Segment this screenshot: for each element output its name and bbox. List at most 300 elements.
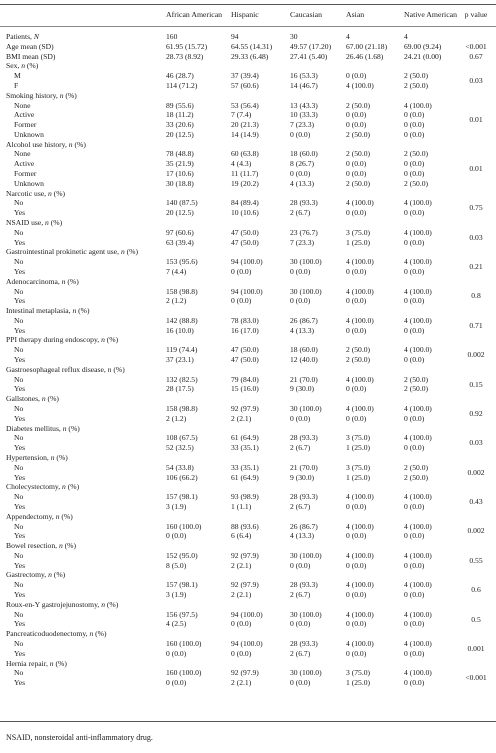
table-cell: 78 (83.0) [231, 315, 259, 325]
row-sublabel: Yes [14, 384, 26, 394]
table-cell: 0 (0.0) [346, 159, 367, 169]
table-cell: 3 (75.0) [346, 668, 371, 678]
table-cell: 29.33 (6.48) [231, 51, 269, 61]
row-label: Appendectomy, n (%) [6, 511, 73, 521]
table-cell: 2 (6.7) [290, 648, 311, 658]
table-cell: 0 (0.0) [346, 413, 367, 423]
row-sublabel: Active [14, 159, 35, 169]
table-cell: 2 (50.0) [404, 374, 429, 384]
table-cell: 94 (100.0) [231, 257, 263, 267]
p-value-cell: <0.001 [465, 673, 487, 683]
table-cell: 26 (86.7) [290, 315, 318, 325]
table-cell: 0 (0.0) [404, 590, 425, 600]
p-value-cell: 0.002 [467, 350, 485, 360]
table-cell: 1 (25.0) [346, 443, 371, 453]
table-cell: 4 (100.0) [346, 374, 374, 384]
row-label: Bowel resection, n (%) [6, 541, 77, 551]
table-cell: 19 (20.2) [231, 178, 259, 188]
row-sublabel: No [14, 433, 24, 443]
row-sublabel: Unknown [14, 178, 44, 188]
table-cell: 0 (0.0) [290, 560, 311, 570]
table-cell: 20 (12.5) [166, 208, 194, 218]
table-cell: 0 (0.0) [404, 355, 425, 365]
table-cell: 0 (0.0) [346, 71, 367, 81]
row-sublabel: No [14, 198, 24, 208]
table-cell: 23 (76.7) [290, 227, 318, 237]
row-label: Gallstones, n (%) [6, 394, 59, 404]
table-cell: 4 (100.0) [404, 227, 432, 237]
table-cell: 0 (0.0) [404, 159, 425, 169]
header-rule [0, 26, 496, 27]
table-cell: 9 (30.0) [290, 384, 315, 394]
table-cell: 94 (100.0) [231, 609, 263, 619]
table-cell: 33 (35.1) [231, 462, 259, 472]
table-cell: 0 (0.0) [346, 590, 367, 600]
table-cell: 4 (100.0) [404, 257, 432, 267]
row-label: PPI therapy during endoscopy, n (%) [6, 335, 119, 345]
table-cell: 156 (97.5) [166, 609, 198, 619]
table-cell: 0 (0.0) [404, 296, 425, 306]
row-sublabel: No [14, 609, 24, 619]
row-sublabel: No [14, 550, 24, 560]
table-cell: 4 (100.0) [404, 286, 432, 296]
table-cell: 88 (93.6) [231, 521, 259, 531]
row-label: Hernia repair, n (%) [6, 658, 67, 668]
row-label: Age mean (SD) [6, 41, 54, 51]
table-cell: 0 (0.0) [231, 648, 252, 658]
table-cell: 4 (13.3) [290, 325, 315, 335]
row-sublabel: No [14, 521, 24, 531]
table-cell: 92 (97.9) [231, 668, 259, 678]
row-label: Cholecystectomy, n (%) [6, 482, 80, 492]
table-cell: 84 (89.4) [231, 198, 259, 208]
table-cell: 2 (50.0) [404, 462, 429, 472]
table-cell: 0 (0.0) [404, 129, 425, 139]
row-sublabel: Yes [14, 472, 26, 482]
table-cell: 160 (100.0) [166, 668, 202, 678]
table-cell: 0 (0.0) [404, 443, 425, 453]
table-cell: 35 (21.9) [166, 159, 194, 169]
table-cell: 28 (93.3) [290, 492, 318, 502]
table-cell: 46 (28.7) [166, 71, 194, 81]
row-sublabel: None [14, 149, 31, 159]
table-cell: 0 (0.0) [404, 208, 425, 218]
table-cell: 21 (70.0) [290, 462, 318, 472]
table-cell: 2 (50.0) [404, 472, 429, 482]
table-cell: 28 (93.3) [290, 580, 318, 590]
table-cell: 3 (75.0) [346, 227, 371, 237]
table-cell: 2 (2.1) [231, 413, 252, 423]
table-cell: 2 (50.0) [404, 80, 429, 90]
table-cell: 0 (0.0) [346, 325, 367, 335]
table-cell: 4 (100.0) [404, 100, 432, 110]
table-cell: 7 (23.3) [290, 120, 315, 130]
table-cell: 0 (0.0) [404, 531, 425, 541]
row-sublabel: Yes [14, 443, 26, 453]
table-cell: 28 (93.3) [290, 433, 318, 443]
table-cell: 2 (50.0) [346, 149, 371, 159]
row-label: Pancreaticoduodenectomy, n (%) [6, 629, 107, 639]
row-sublabel: F [14, 80, 19, 90]
table-cell: 47 (50.0) [231, 227, 259, 237]
row-sublabel: Yes [14, 648, 26, 658]
table-cell: 16 (17.0) [231, 325, 259, 335]
row-sublabel: No [14, 668, 24, 678]
table-cell: 140 (87.5) [166, 198, 198, 208]
table-cell: 4 (100.0) [404, 609, 432, 619]
table-cell: 27.41 (5.40) [290, 51, 328, 61]
table-cell: 0 (0.0) [346, 560, 367, 570]
table-cell: 4 (100.0) [346, 80, 374, 90]
table-cell: 54 (33.8) [166, 462, 194, 472]
row-label: Patients, N [6, 32, 39, 41]
table-cell: 4 (100.0) [346, 257, 374, 267]
table-cell: 10 (10.6) [231, 208, 259, 218]
p-value-cell: 0.03 [469, 232, 483, 242]
row-label: BMI mean (SD) [6, 51, 56, 61]
table-cell: 160 (100.0) [166, 521, 202, 531]
column-header-p-value: p value [464, 10, 488, 19]
row-sublabel: No [14, 580, 24, 590]
table-cell: 30 (100.0) [290, 550, 322, 560]
row-sublabel: Yes [14, 413, 26, 423]
p-value-cell: 0.71 [469, 320, 483, 330]
row-label: Intestinal metaplasia, n (%) [6, 306, 90, 316]
table-cell: 61 (64.9) [231, 433, 259, 443]
table-cell: 92 (97.9) [231, 404, 259, 414]
table-cell: 0 (0.0) [346, 169, 367, 179]
table-cell: 0 (0.0) [290, 129, 311, 139]
p-value-cell: 0.01 [469, 164, 483, 174]
row-label: Gastrectomy, n (%) [6, 570, 66, 580]
table-cell: 0 (0.0) [404, 501, 425, 511]
row-sublabel: Yes [14, 325, 26, 335]
table-cell: 0 (0.0) [346, 648, 367, 658]
table-cell: 4 (100.0) [404, 580, 432, 590]
table-footnote: NSAID, nonsteroidal anti-inflammatory drug. [6, 733, 153, 742]
table-cell: 57 (60.6) [231, 80, 259, 90]
row-sublabel: Yes [14, 560, 26, 570]
table-cell: 92 (97.9) [231, 550, 259, 560]
table-cell: 4 (100.0) [404, 550, 432, 560]
table-cell: 0 (0.0) [346, 266, 367, 276]
table-cell: 2 (6.7) [290, 501, 311, 511]
table-cell: 53 (56.4) [231, 100, 259, 110]
p-value-cell: 0.001 [467, 643, 485, 653]
table-cell: 61.95 (15.72) [166, 41, 208, 51]
row-sublabel: Former [14, 120, 37, 130]
table-cell: 0 (0.0) [404, 120, 425, 130]
row-label: Roux-en-Y gastrojejunostomy, n (%) [6, 599, 119, 609]
p-value-cell: 0.55 [469, 555, 483, 565]
table-cell: 14 (14.9) [231, 129, 259, 139]
table-cell: 30 (100.0) [290, 609, 322, 619]
table-cell: 1 (25.0) [346, 678, 371, 688]
table-cell: 79 (84.0) [231, 374, 259, 384]
table-cell: 0 (0.0) [346, 120, 367, 130]
table-cell: 0 (0.0) [290, 296, 311, 306]
table-cell: 132 (82.5) [166, 374, 198, 384]
table-cell: 3 (75.0) [346, 433, 371, 443]
row-sublabel: No [14, 492, 24, 502]
p-value-cell: 0.002 [467, 526, 485, 536]
column-header: Asian [346, 10, 365, 19]
table-cell: 2 (50.0) [346, 178, 371, 188]
table-cell: 4 (100.0) [346, 521, 374, 531]
p-value-cell: 0.67 [469, 51, 483, 61]
table-cell: 20 (21.3) [231, 120, 259, 130]
table-cell: 160 [166, 32, 178, 41]
table-cell: 0 (0.0) [404, 678, 425, 688]
table-cell: 37 (39.4) [231, 71, 259, 81]
table-cell: 89 (55.6) [166, 100, 194, 110]
table-cell: 4 (100.0) [346, 550, 374, 560]
table-cell: 4 (100.0) [404, 492, 432, 502]
row-label: Sex, n (%) [6, 61, 39, 71]
table-cell: 3 (1.9) [166, 501, 187, 511]
table-cell: 114 (71.2) [166, 80, 198, 90]
table-cell: 0 (0.0) [346, 619, 367, 629]
table-cell: 0 (0.0) [346, 531, 367, 541]
p-value-cell: 0.43 [469, 497, 483, 507]
row-sublabel: No [14, 286, 24, 296]
table-cell: 2 (50.0) [404, 71, 429, 81]
row-sublabel: Yes [14, 296, 26, 306]
table-cell: 4 (100.0) [346, 315, 374, 325]
table-cell: 119 (74.4) [166, 345, 198, 355]
table-cell: 63 (39.4) [166, 237, 194, 247]
row-sublabel: Former [14, 169, 37, 179]
table-cell: 30 (100.0) [290, 404, 322, 414]
row-sublabel: M [14, 71, 21, 81]
table-cell: 0 (0.0) [404, 413, 425, 423]
table-cell: 2 (6.7) [290, 590, 311, 600]
table-cell: 0 (0.0) [290, 413, 311, 423]
p-value-cell: 0.8 [471, 291, 481, 301]
row-sublabel: Unknown [14, 129, 44, 139]
table-cell: 2 (50.0) [404, 149, 429, 159]
table-cell: 0 (0.0) [346, 208, 367, 218]
row-sublabel: No [14, 638, 24, 648]
table-cell: 30 (100.0) [290, 286, 322, 296]
p-value-cell: 0.5 [471, 614, 481, 624]
row-sublabel: No [14, 345, 24, 355]
row-sublabel: Yes [14, 678, 26, 688]
table-cell: 0 (0.0) [346, 501, 367, 511]
table-cell: 4 (100.0) [404, 198, 432, 208]
table-cell: 28 (93.3) [290, 638, 318, 648]
row-sublabel: No [14, 374, 24, 384]
table-cell: 4 (100.0) [346, 638, 374, 648]
row-sublabel: No [14, 462, 24, 472]
table-cell: 14 (46.7) [290, 80, 318, 90]
table-cell: 0 (0.0) [166, 678, 187, 688]
table-cell: 4 (100.0) [404, 638, 432, 648]
table-cell: 0 (0.0) [290, 266, 311, 276]
table-cell: 26.46 (1.68) [346, 51, 384, 61]
row-label: Gastrointestinal prokinetic agent use, n (%) [6, 247, 139, 257]
table-cell: 18 (11.2) [166, 110, 194, 120]
table-cell: 0 (0.0) [404, 169, 425, 179]
table-cell: 0 (0.0) [404, 110, 425, 120]
row-sublabel: Active [14, 110, 35, 120]
table-cell: 2 (6.7) [290, 443, 311, 453]
table-cell: 10 (33.3) [290, 110, 318, 120]
table-cell: 33 (20.6) [166, 120, 194, 130]
table-cell: 4 (100.0) [346, 492, 374, 502]
p-value-cell: 0.03 [469, 76, 483, 86]
table-cell: 2 (2.1) [231, 560, 252, 570]
row-sublabel: No [14, 227, 24, 237]
row-sublabel: Yes [14, 501, 26, 511]
table-cell: 28.73 (8.92) [166, 51, 204, 61]
table-cell: 97 (60.6) [166, 227, 194, 237]
table-cell: 4 (100.0) [404, 433, 432, 443]
row-sublabel: Yes [14, 266, 26, 276]
table-cell: 33 (35.1) [231, 443, 259, 453]
table-cell: 20 (12.5) [166, 129, 194, 139]
table-cell: 0 (0.0) [346, 384, 367, 394]
p-value-cell: 0.03 [469, 438, 483, 448]
table-cell: 24.21 (0.00) [404, 51, 442, 61]
p-value-cell: 0.01 [469, 115, 483, 125]
table-cell: 1 (1.1) [231, 501, 252, 511]
table-cell: 4 (100.0) [404, 668, 432, 678]
table-cell: 15 (16.0) [231, 384, 259, 394]
row-label: Narcotic use, n (%) [6, 188, 66, 198]
table-cell: 0 (0.0) [346, 110, 367, 120]
column-header: Caucasian [290, 10, 323, 19]
column-header: Native American [404, 10, 458, 19]
table-cell: 61 (64.9) [231, 472, 259, 482]
table-cell: 16 (10.0) [166, 325, 194, 335]
table-cell: 64.55 (14.31) [231, 41, 273, 51]
table-cell: 2 (2.1) [231, 590, 252, 600]
table-cell: 2 (1.2) [166, 296, 187, 306]
table-cell: 0 (0.0) [231, 619, 252, 629]
row-label: Gastroesophageal reflux disease, n (%) [6, 364, 125, 374]
table-cell: 4 (13.3) [290, 178, 315, 188]
table-cell: 2 (50.0) [404, 178, 429, 188]
table-cell: 2 (2.1) [231, 678, 252, 688]
table-cell: 37 (23.1) [166, 355, 194, 365]
row-sublabel: Yes [14, 355, 26, 365]
table-cell: 2 (50.0) [404, 384, 429, 394]
row-sublabel: No [14, 257, 24, 267]
table-cell: 4 [404, 32, 408, 41]
row-sublabel: None [14, 100, 31, 110]
table-cell: 92 (97.9) [231, 580, 259, 590]
table-cell: 17 (10.6) [166, 169, 194, 179]
table-cell: 142 (88.8) [166, 315, 198, 325]
table-cell: 78 (48.8) [166, 149, 194, 159]
table-cell: 0 (0.0) [290, 169, 311, 179]
table-cell: 9 (30.0) [290, 472, 315, 482]
table-cell: 7 (7.4) [231, 110, 252, 120]
table-bottom-rule [0, 721, 496, 722]
p-value-cell: <0.001 [465, 41, 487, 51]
table-cell: 0 (0.0) [166, 531, 187, 541]
p-value-cell: 0.92 [469, 408, 483, 418]
table-cell: 30 [290, 32, 298, 41]
table-cell: 157 (98.1) [166, 580, 198, 590]
table-cell: 1 (25.0) [346, 472, 371, 482]
table-cell: 0 (0.0) [404, 266, 425, 276]
table-cell: 7 (4.4) [166, 266, 187, 276]
table-cell: 2 (50.0) [346, 355, 371, 365]
table-cell: 94 [231, 32, 239, 41]
table-cell: 4 (100.0) [404, 315, 432, 325]
row-label: Alcohol use history, n (%) [6, 139, 86, 149]
table-cell: 47 (50.0) [231, 355, 259, 365]
table-cell: 0 (0.0) [290, 678, 311, 688]
table-cell: 160 (100.0) [166, 638, 202, 648]
row-sublabel: Yes [14, 590, 26, 600]
table-top-rule [0, 4, 496, 5]
table-cell: 108 (67.5) [166, 433, 198, 443]
table-cell: 30 (18.8) [166, 178, 194, 188]
row-label: Diabetes mellitus, n (%) [6, 423, 80, 433]
row-label: Adenocarcinoma, n (%) [6, 276, 79, 286]
table-cell: 0 (0.0) [231, 296, 252, 306]
table-cell: 0 (0.0) [404, 648, 425, 658]
table-cell: 4 (100.0) [346, 198, 374, 208]
row-sublabel: No [14, 404, 24, 414]
table-cell: 2 (50.0) [346, 129, 371, 139]
p-value-cell: 0.6 [471, 585, 481, 595]
table-cell: 152 (95.0) [166, 550, 198, 560]
table-cell: 2 (50.0) [346, 100, 371, 110]
table-cell: 30 (100.0) [290, 668, 322, 678]
table-cell: 60 (63.8) [231, 149, 259, 159]
row-label: NSAID use, n (%) [6, 218, 63, 227]
table-cell: 106 (66.2) [166, 472, 198, 482]
table-cell: 3 (75.0) [346, 462, 371, 472]
table-cell: 52 (32.5) [166, 443, 194, 453]
table-cell: 4 (13.3) [290, 531, 315, 541]
row-sublabel: Yes [14, 619, 26, 629]
table-cell: 47 (50.0) [231, 237, 259, 247]
table-cell: 7 (23.3) [290, 237, 315, 247]
row-label: Smoking history, n (%) [6, 90, 77, 100]
table-cell: 13 (43.3) [290, 100, 318, 110]
table-cell: 26 (86.7) [290, 521, 318, 531]
table-cell: 12 (40.0) [290, 355, 318, 365]
p-value-cell: 0.75 [469, 203, 483, 213]
table-cell: 4 (100.0) [346, 609, 374, 619]
table-cell: 153 (95.6) [166, 257, 198, 267]
table-cell: 4 (100.0) [346, 286, 374, 296]
row-sublabel: Yes [14, 531, 26, 541]
table-cell: 0 (0.0) [404, 619, 425, 629]
table-cell: 67.00 (21.18) [346, 41, 388, 51]
table-cell: 0 (0.0) [404, 237, 425, 247]
table-cell: 158 (98.8) [166, 286, 198, 296]
table-cell: 0 (0.0) [404, 325, 425, 335]
row-sublabel: Yes [14, 237, 26, 247]
table-cell: 6 (6.4) [231, 531, 252, 541]
table-cell: 8 (5.0) [166, 560, 187, 570]
table-cell: 28 (17.5) [166, 384, 194, 394]
table-cell: 4 (2.5) [166, 619, 187, 629]
p-value-cell: 0.15 [469, 379, 483, 389]
table-cell: 4 (100.0) [346, 404, 374, 414]
p-value-cell: 0.002 [467, 467, 485, 477]
column-header: African American [166, 10, 223, 19]
column-header: Hispanic [231, 10, 259, 19]
table-cell: 0 (0.0) [404, 560, 425, 570]
row-sublabel: No [14, 315, 24, 325]
